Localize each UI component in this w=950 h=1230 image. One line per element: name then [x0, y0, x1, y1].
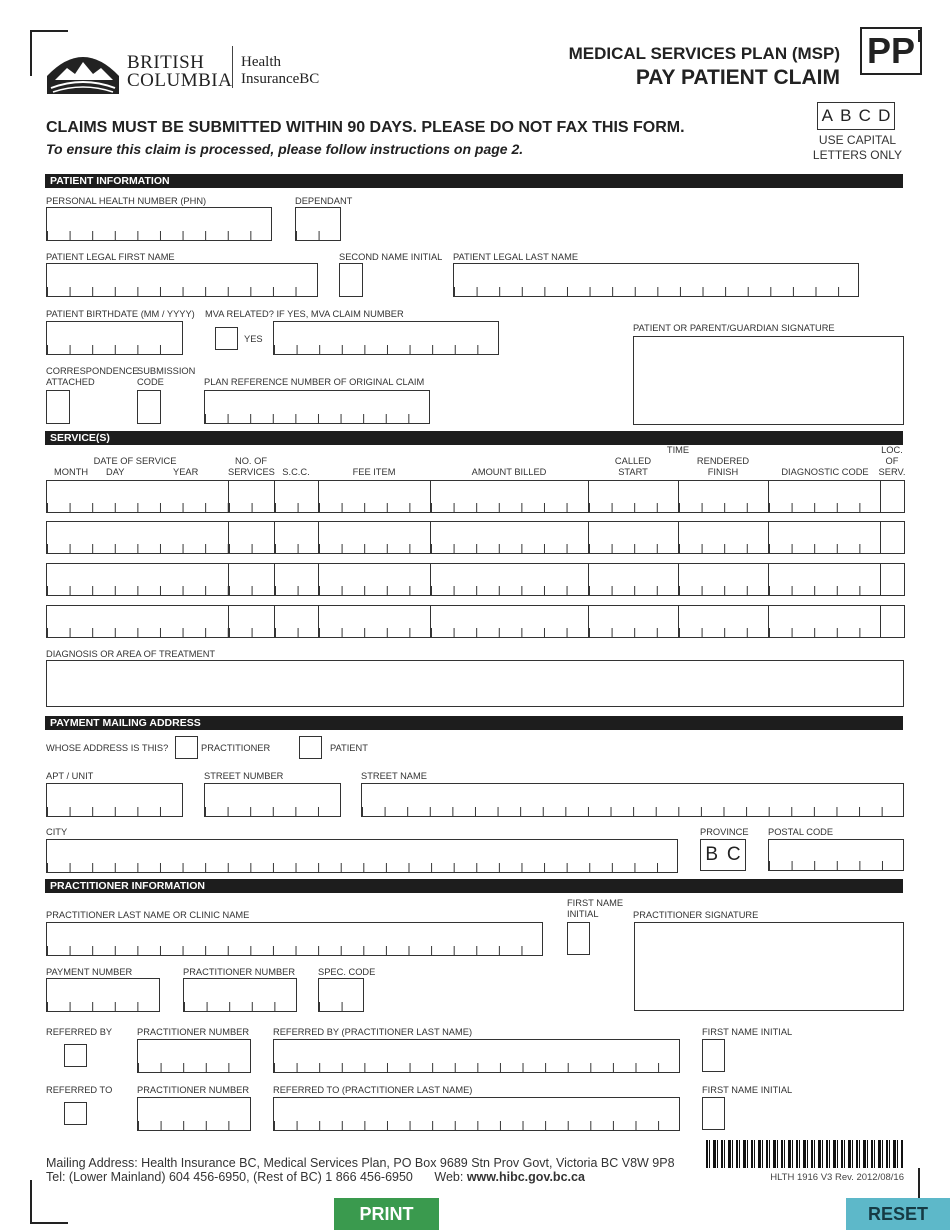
sample-letters-box — [817, 102, 895, 130]
service-start-cell-row-1[interactable] — [588, 480, 679, 513]
no-of-label: NO. OF — [234, 456, 268, 466]
logo-line-1: BRITISH — [127, 52, 205, 73]
bc-sun-mountain-icon — [45, 46, 121, 96]
referred-to-label: REFERRED TO — [46, 1085, 113, 1095]
agency-line-1: Health — [241, 54, 281, 70]
service-date-cell-row-4[interactable] — [46, 605, 229, 638]
referred-to-last-label: REFERRED TO (PRACTITIONER LAST NAME) — [273, 1085, 473, 1095]
submission-label-2: CODE — [137, 377, 164, 387]
service-location-cell-row-1[interactable] — [880, 480, 905, 513]
service-fee-item-cell-row-3[interactable] — [318, 563, 431, 596]
loc-label-2: OF — [885, 456, 899, 466]
service-location-cell-row-4[interactable] — [880, 605, 905, 638]
rendered-label: RENDERED — [696, 456, 750, 466]
province-value-2: C — [726, 844, 741, 865]
capital-note-2: LETTERS ONLY — [812, 148, 903, 162]
crop-mark-bottom-left — [30, 1180, 32, 1224]
patient-signature-label: PATIENT OR PARENT/GUARDIAN SIGNATURE — [633, 323, 835, 333]
payment-number-label: PAYMENT NUMBER — [46, 967, 133, 977]
time-label: TIME — [666, 445, 690, 455]
fee-item-label: FEE ITEM — [352, 467, 396, 477]
spec-code-input[interactable] — [318, 978, 364, 1012]
sample-letter-c: C — [858, 106, 871, 125]
patient-address-checkbox[interactable] — [299, 736, 322, 759]
service-fee-item-cell-row-4[interactable] — [318, 605, 431, 638]
start-label: START — [618, 467, 648, 477]
first-initial-label-1: FIRST NAME — [567, 898, 624, 908]
province-label: PROVINCE — [700, 827, 749, 837]
referred-by-checkbox[interactable] — [64, 1044, 87, 1067]
mva-claim-input[interactable] — [273, 321, 499, 355]
practitioner-section-header: PRACTITIONER INFORMATION — [45, 879, 903, 893]
loc-label-1: LOC. — [881, 445, 903, 455]
logo-line-2: COLUMBIA — [127, 70, 233, 91]
service-amount-cell-row-4[interactable] — [430, 605, 589, 638]
sample-letter-a: A — [821, 106, 833, 125]
plan-title: MEDICAL SERVICES PLAN (MSP) — [568, 44, 840, 63]
apt-input[interactable] — [46, 783, 183, 817]
contact-line — [46, 1170, 585, 1184]
sample-letter-d: D — [878, 106, 891, 125]
practitioner-number-label: PRACTITIONER NUMBER — [183, 967, 296, 977]
apt-label: APT / UNIT — [46, 771, 94, 781]
referred-to-checkbox[interactable] — [64, 1102, 87, 1125]
service-date-cell-row-2[interactable] — [46, 521, 229, 554]
submission-label-1: SUBMISSION — [137, 366, 196, 376]
date-of-service-label: DATE OF SERVICE — [93, 456, 177, 466]
service-amount-cell-row-3[interactable] — [430, 563, 589, 596]
referred-by-initial-input[interactable] — [702, 1039, 725, 1072]
street-number-input[interactable] — [204, 783, 341, 817]
referred-to-last-input[interactable] — [273, 1097, 680, 1131]
referred-by-pract-num-label: PRACTITIONER NUMBER — [137, 1027, 250, 1037]
dependant-input[interactable] — [295, 207, 341, 241]
practitioner-number-input[interactable] — [183, 978, 297, 1012]
referred-by-label: REFERRED BY — [46, 1027, 113, 1037]
mva-yes-checkbox[interactable] — [215, 327, 238, 350]
service-date-cell-row-1[interactable] — [46, 480, 229, 513]
service-diagnostic-cell-row-1[interactable] — [768, 480, 881, 513]
practitioner-last-name-label: PRACTITIONER LAST NAME OR CLINIC NAME — [46, 910, 250, 920]
month-label: MONTH — [54, 467, 89, 477]
service-count-cell-row-3[interactable] — [228, 563, 275, 596]
barcode-icon — [706, 1140, 904, 1168]
crop-mark-bottom-left-h — [30, 1222, 68, 1224]
print-button[interactable] — [334, 1198, 439, 1230]
plan-ref-label: PLAN REFERENCE NUMBER OF ORIGINAL CLAIM — [204, 377, 425, 387]
reset-button[interactable] — [846, 1198, 950, 1230]
service-scc-cell-row-2[interactable] — [274, 521, 319, 554]
referred-to-pract-num-input[interactable] — [137, 1097, 251, 1131]
phn-label: PERSONAL HEALTH NUMBER (PHN) — [46, 196, 207, 206]
web-label: Web: — [434, 1170, 464, 1184]
referred-to-initial-input[interactable] — [702, 1097, 725, 1130]
referred-by-pract-num-input[interactable] — [137, 1039, 251, 1073]
correspondence-label-2: ATTACHED — [46, 377, 95, 387]
payment-number-input[interactable] — [46, 978, 160, 1012]
province-input[interactable] — [700, 839, 746, 871]
form-title: PAY PATIENT CLAIM — [635, 66, 840, 89]
service-finish-cell-row-4[interactable] — [678, 605, 769, 638]
diagnostic-code-label: DIAGNOSTIC CODE — [781, 467, 869, 477]
city-label: CITY — [46, 827, 68, 837]
service-fee-item-cell-row-1[interactable] — [318, 480, 431, 513]
mva-yes-label: YES — [244, 334, 263, 344]
service-finish-cell-row-2[interactable] — [678, 521, 769, 554]
patient-signature-box[interactable] — [633, 336, 904, 425]
print-button-label: PRINT — [359, 1204, 414, 1224]
second-initial-input[interactable] — [339, 263, 363, 297]
patient-option-label: PATIENT — [330, 743, 368, 753]
last-name-label: PATIENT LEGAL LAST NAME — [453, 252, 579, 262]
street-name-label: STREET NAME — [361, 771, 427, 781]
form-code: PP — [866, 30, 916, 71]
spec-code-label: SPEC. CODE — [318, 967, 376, 977]
sample-letter-b: B — [840, 106, 852, 125]
patient-section-header: PATIENT INFORMATION — [45, 174, 903, 188]
bc-logo — [45, 44, 345, 96]
correspondence-input[interactable] — [46, 390, 70, 424]
called-label: CALLED — [614, 456, 652, 466]
referred-by-last-label: REFERRED BY (PRACTITIONER LAST NAME) — [273, 1027, 473, 1037]
service-count-cell-row-1[interactable] — [228, 480, 275, 513]
year-label: YEAR — [173, 467, 199, 477]
second-initial-label: SECOND NAME INITIAL — [339, 252, 443, 262]
practitioner-signature-box[interactable] — [634, 922, 904, 1011]
service-start-cell-row-3[interactable] — [588, 563, 679, 596]
service-start-cell-row-2[interactable] — [588, 521, 679, 554]
capital-note-1: USE CAPITAL — [818, 133, 897, 147]
service-finish-cell-row-3[interactable] — [678, 563, 769, 596]
form-id: HLTH 1916 V3 Rev. 2012/08/16 — [770, 1172, 904, 1183]
first-name-label: PATIENT LEGAL FIRST NAME — [46, 252, 175, 262]
agency-line-2: InsuranceBC — [241, 71, 320, 87]
diagnosis-input[interactable] — [46, 660, 904, 707]
service-fee-item-cell-row-2[interactable] — [318, 521, 431, 554]
day-label: DAY — [106, 467, 125, 477]
referred-by-initial-label: FIRST NAME INITIAL — [702, 1027, 793, 1037]
birthdate-input[interactable] — [46, 321, 183, 355]
birthdate-label: PATIENT BIRTHDATE (MM / YYYY) — [46, 309, 195, 319]
service-start-cell-row-4[interactable] — [588, 605, 679, 638]
service-date-cell-row-3[interactable] — [46, 563, 229, 596]
instructions-notice: To ensure this claim is processed, please follow instructions on page 2. — [46, 141, 524, 157]
service-scc-cell-row-4[interactable] — [274, 605, 319, 638]
province-value-1: B — [705, 844, 719, 865]
phn-input[interactable] — [46, 207, 272, 241]
whose-address-label: WHOSE ADDRESS IS THIS? — [46, 743, 169, 753]
mailing-address: Mailing Address: Health Insurance BC, Medical Services Plan, PO Box 9689 Stn Prov Govt, Victoria BC V8W 9P8 — [46, 1156, 675, 1170]
form-code-box — [860, 27, 922, 75]
postal-code-label: POSTAL CODE — [768, 827, 834, 837]
logo-divider — [232, 46, 233, 88]
plan-ref-input[interactable] — [204, 390, 430, 424]
referred-by-last-input[interactable] — [273, 1039, 680, 1073]
street-number-label: STREET NUMBER — [204, 771, 284, 781]
practitioner-address-checkbox[interactable] — [175, 736, 198, 759]
city-input[interactable] — [46, 839, 678, 873]
dependant-label: DEPENDANT — [295, 196, 353, 206]
finish-label: FINISH — [707, 467, 739, 477]
diagnosis-label: DIAGNOSIS OR AREA OF TREATMENT — [46, 649, 216, 659]
last-name-input[interactable] — [453, 263, 859, 297]
scc-label: S.C.C. — [282, 467, 310, 477]
services-count-label: SERVICES — [228, 467, 275, 477]
mva-label: MVA RELATED? IF YES, MVA CLAIM NUMBER — [205, 309, 404, 319]
referred-to-initial-label: FIRST NAME INITIAL — [702, 1085, 793, 1095]
service-diagnostic-cell-row-3[interactable] — [768, 563, 881, 596]
postal-code-input[interactable] — [768, 839, 904, 871]
service-amount-cell-row-2[interactable] — [430, 521, 589, 554]
first-initial-label-2: INITIAL — [567, 909, 599, 919]
tel-line: Tel: (Lower Mainland) 604 456-6950, (Rest of BC) 1 866 456-6950 — [46, 1170, 413, 1184]
correspondence-label-1: CORRESPONDENCE — [46, 366, 139, 376]
service-location-cell-row-2[interactable] — [880, 521, 905, 554]
practitioner-last-name-input[interactable] — [46, 922, 543, 956]
reset-button-label: RESET — [867, 1204, 928, 1224]
referred-to-pract-num-label: PRACTITIONER NUMBER — [137, 1085, 250, 1095]
amount-billed-label: AMOUNT BILLED — [471, 467, 547, 477]
service-scc-cell-row-1[interactable] — [274, 480, 319, 513]
service-count-cell-row-2[interactable] — [228, 521, 275, 554]
service-diagnostic-cell-row-2[interactable] — [768, 521, 881, 554]
service-count-cell-row-4[interactable] — [228, 605, 275, 638]
web-link[interactable]: www.hibc.gov.bc.ca — [466, 1170, 585, 1184]
submission-code-input[interactable] — [137, 390, 161, 424]
street-name-input[interactable] — [361, 783, 904, 817]
service-scc-cell-row-3[interactable] — [274, 563, 319, 596]
service-location-cell-row-3[interactable] — [880, 563, 905, 596]
practitioner-signature-label: PRACTITIONER SIGNATURE — [633, 910, 759, 920]
crop-mark-top-left — [30, 30, 46, 76]
crop-mark-top-left-h — [30, 30, 68, 32]
services-section-header: SERVICE(S) — [45, 431, 903, 445]
payment-section-header: PAYMENT MAILING ADDRESS — [45, 716, 903, 730]
service-finish-cell-row-1[interactable] — [678, 480, 769, 513]
deadline-notice: CLAIMS MUST BE SUBMITTED WITHIN 90 DAYS. PLEASE DO NOT FAX THIS FORM. — [46, 119, 685, 136]
first-name-input[interactable] — [46, 263, 318, 297]
practitioner-first-initial-input[interactable] — [567, 922, 590, 955]
service-amount-cell-row-1[interactable] — [430, 480, 589, 513]
loc-label-3: SERV. — [878, 467, 906, 477]
practitioner-option-label: PRACTITIONER — [201, 743, 271, 753]
service-diagnostic-cell-row-4[interactable] — [768, 605, 881, 638]
